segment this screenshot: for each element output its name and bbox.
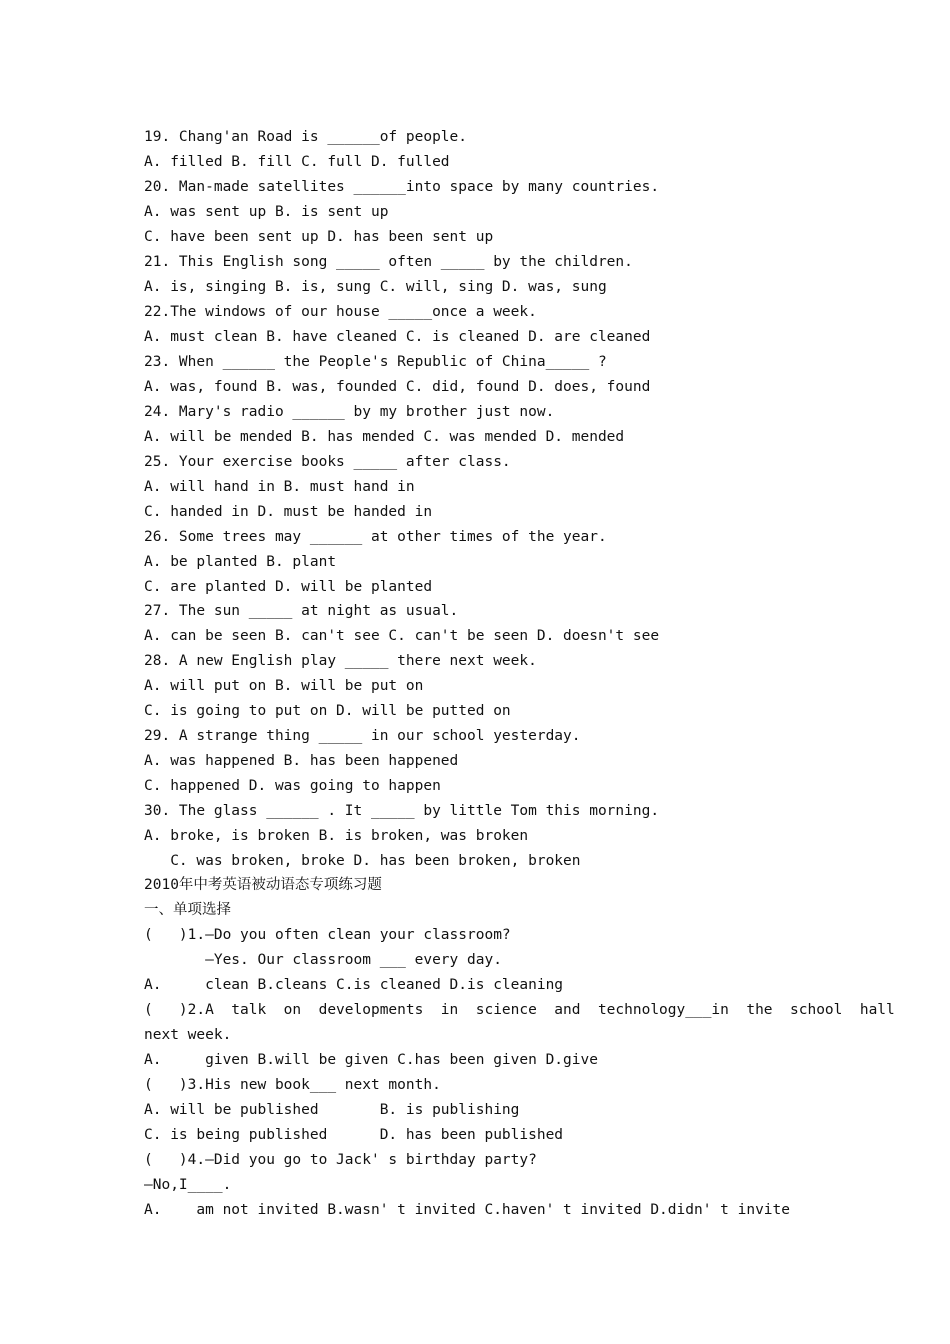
question-4: ( )4.—Did you go to Jack' s birthday party? [144,1152,537,1168]
section-heading: 一、单项选择 [144,902,231,918]
options-21: A. is, singing B. is, sung C. will, sing D. was, sung [144,279,607,295]
options-28-ab: A. will put on B. will be put on [144,678,424,694]
question-26: 26. Some trees may ______ at other times of the year. [144,529,607,545]
options-26-ab: A. be planted B. plant [144,554,337,570]
options-20-ab: A. was sent up B. is sent up [144,204,389,220]
options-23: A. was, found B. was, founded C. did, found D. does, found [144,379,651,395]
question-30: 30. The glass ______ . It _____ by little Tom this morning. [144,803,660,819]
options-22: A. must clean B. have cleaned C. is cleaned D. are cleaned [144,329,651,345]
question-1-cont: —Yes. Our classroom ___ every day. [144,952,502,968]
options-29-cd: C. happened D. was going to happen [144,778,441,794]
question-22: 22.The windows of our house _____once a week. [144,304,537,320]
options-1: A. clean B.cleans C.is cleaned D.is cleaning [144,977,564,993]
question-2: ( )2.A talk on developments in science and technology___in the school hall [144,1002,895,1018]
options-29-ab: A. was happened B. has been happened [144,753,459,769]
options-19: A. filled B. fill C. full D. fulled [144,154,450,170]
question-25: 25. Your exercise books _____ after class. [144,454,511,470]
question-21: 21. This English song _____ often _____ by the children. [144,254,633,270]
question-2-cont: next week. [144,1027,232,1043]
options-4: A. am not invited B.wasn' t invited C.haven' t invited D.didn' t invite [144,1202,791,1218]
question-3: ( )3.His new book___ next month. [144,1077,441,1093]
options-26-cd: C. are planted D. will be planted [144,579,433,595]
question-4-cont: —No,I____. [144,1177,232,1193]
question-20: 20. Man-made satellites ______into space by many countries. [144,179,660,195]
options-30-ab: A. broke, is broken B. is broken, was broken [144,828,529,844]
options-25-ab: A. will hand in B. must hand in [144,479,415,495]
question-24: 24. Mary's radio ______ by my brother just now. [144,404,555,420]
question-23: 23. When ______ the People's Republic of China_____ ? [144,354,607,370]
options-25-cd: C. handed in D. must be handed in [144,504,433,520]
question-19: 19. Chang'an Road is ______of people. [144,129,468,145]
options-3-cd: C. is being published D. has been published [144,1127,564,1143]
options-30-cd: C. was broken, broke D. has been broken, broken [144,853,581,869]
question-1: ( )1.—Do you often clean your classroom? [144,927,511,943]
question-28: 28. A new English play _____ there next week. [144,653,537,669]
options-24: A. will be mended B. has mended C. was mended D. mended [144,429,625,445]
question-27: 27. The sun _____ at night as usual. [144,603,459,619]
options-27: A. can be seen B. can't see C. can't be seen D. doesn't see [144,628,660,644]
options-2: A. given B.will be given C.has been given D.give [144,1052,598,1068]
question-29: 29. A strange thing _____ in our school yesterday. [144,728,581,744]
options-20-cd: C. have been sent up D. has been sent up [144,229,494,245]
options-28-cd: C. is going to put on D. will be putted on [144,703,511,719]
section-title: 2010年中考英语被动语态专项练习题 [144,877,382,893]
options-3-ab: A. will be published B. is publishing [144,1102,520,1118]
